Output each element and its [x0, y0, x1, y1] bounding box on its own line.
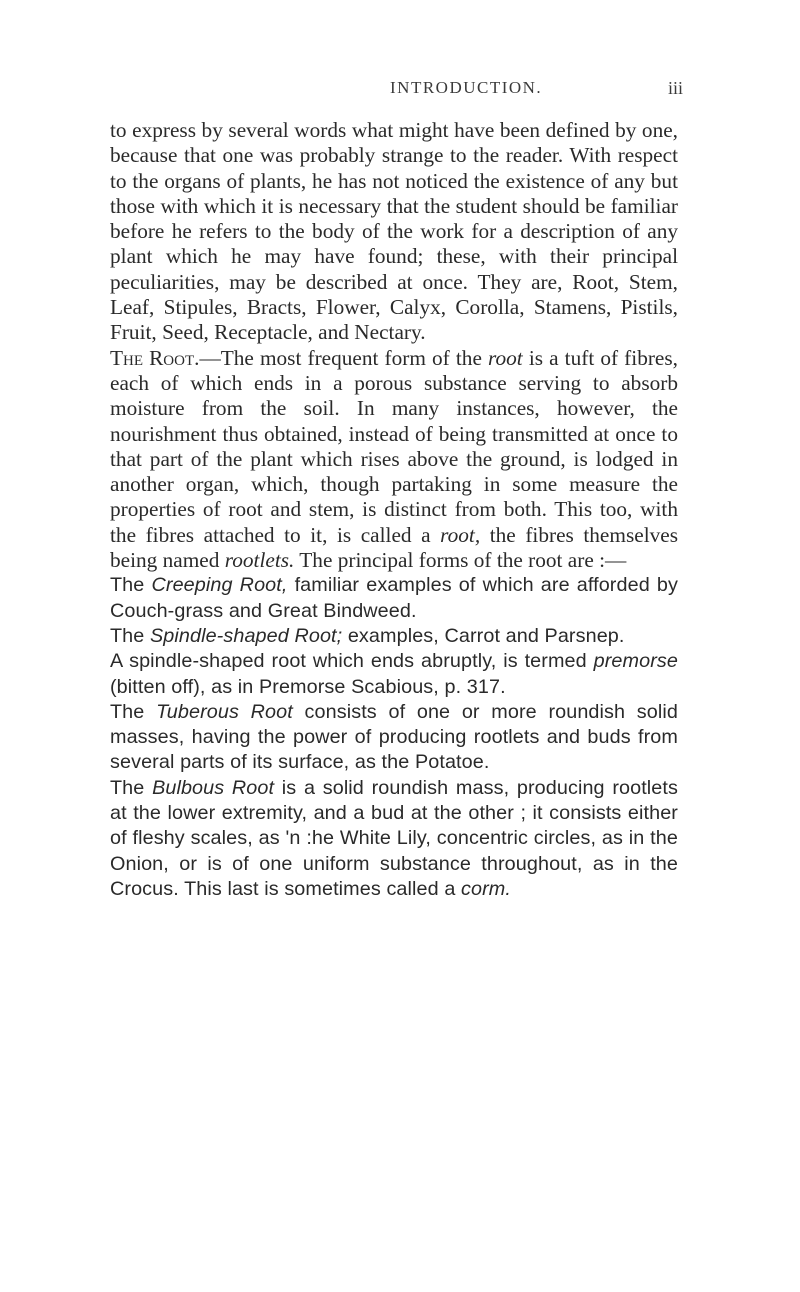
paragraph-tuberous-root	[110, 700, 678, 776]
rootlets-term: rootlets.	[224, 548, 295, 573]
running-title: INTRODUCTION.	[390, 78, 543, 97]
root-text-c: the fibres themselves being named	[110, 522, 678, 573]
root-term-2: root,	[440, 522, 481, 547]
paragraph-organs	[110, 118, 678, 346]
paragraph-organs-text: to express by several words what might have been defined by one, because that one was probably strange to the reader. With respect to the organs of plants, he has not noticed the existence of any but those with which it is necessary that the student should be familiar before he refers to the body of the work for a description of any plant which he may have found; these, with their principal peculiarities, may be described at once. They are, Root, Stem, Leaf, Stipules, Bracts, Flower, Calyx, Corolla, Stamens, Pistils, Fruit, Seed, Receptacle, and Nectary.	[110, 118, 678, 345]
tuberous-term: Tuberous Root	[156, 700, 293, 723]
bulbous-text-a: The	[110, 776, 153, 799]
paragraph-bulbous-root	[110, 776, 678, 902]
spindle-text-a: The	[110, 624, 150, 647]
root-text-d: The principal forms of the root are :—	[294, 548, 627, 573]
root-heading: The Root.	[110, 345, 200, 370]
premorse-text-a: A spindle-shaped root which ends abruptly, is termed	[110, 650, 594, 673]
premorse-text-b: (bitten off), as in Premorse Scabious, p. 317.	[110, 675, 506, 698]
paragraph-creeping-root	[110, 573, 678, 624]
spindle-term: Spindle-shaped Root;	[149, 624, 343, 647]
running-head	[110, 78, 800, 102]
creeping-text-b: familiar examples of which are afforded by Couch-grass and Great Bindweed.	[110, 574, 679, 622]
root-text-a: —The most frequent form of the	[199, 345, 488, 370]
premorse-term: premorse	[593, 650, 678, 673]
paragraph-root	[110, 346, 678, 574]
creeping-text-a: The	[110, 574, 152, 597]
corm-term: corm.	[461, 877, 511, 900]
paragraph-spindle-root	[110, 624, 678, 649]
body-text	[110, 118, 678, 902]
paragraph-premorse-root	[110, 649, 678, 700]
root-text-b: is a tuft of fibres, each of which ends in a porous substance serving to absorb moisture from the soil. In many instances, however, the nourishment thus obtained, instead of being transmitted at once to that part of the plant which rises above the ground, is lodged in another organ, which, though partaking in some measure the properties of root and stem, is distinct from both. This too, with the fibres attached to it, is called a	[110, 345, 678, 547]
root-term: root	[488, 345, 523, 370]
spindle-text-b: examples, Carrot and Parsnep.	[342, 624, 625, 647]
page-number: iii	[668, 78, 684, 98]
creeping-term: Creeping Root,	[151, 574, 288, 597]
tuberous-text-a: The	[110, 700, 157, 723]
bulbous-text-b: is a solid roundish mass, producing rootlets at the lower extremity, and a bud at the other ; it consists either of fleshy scales, as 'n :he White Lily, concentric circles, as in the Onion, or is of one uniform substance throughout, as in the Crocus. This last is sometimes called a	[110, 776, 678, 900]
bulbous-term: Bulbous Root	[152, 776, 275, 799]
tuberous-text-b: consists of one or more roundish solid masses, having the power of producing rootlets and buds from several parts of its surface, as the Potatoe.	[110, 700, 678, 774]
